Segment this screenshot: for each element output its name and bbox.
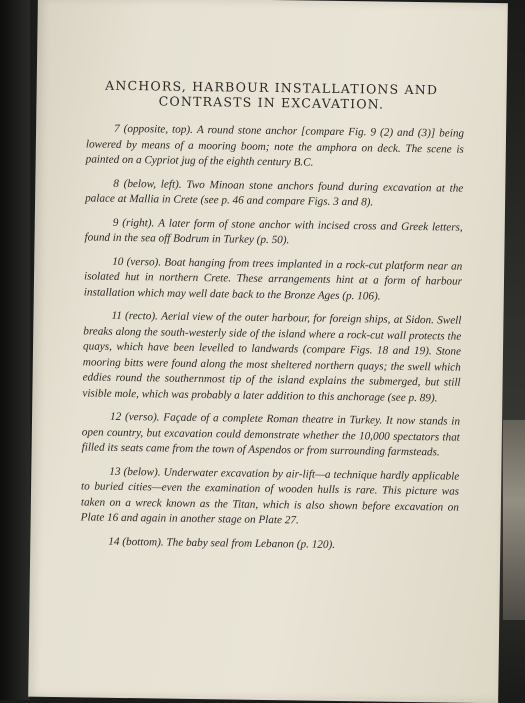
caption-text: A later form of stone anchor with incised cross and Greek letters, found in the sea off Bodrum in Turkey (p. 50).: [84, 216, 463, 247]
caption-9: [84, 215, 462, 251]
caption-text: Underwater excavation by air-lift—a technique hardly applicable to buried cities—even the examination of wooden hulls is rare. This picture was taken on a wreck known as the Titan, which is also shown before excavation on Plate 16 and again in another stage on Plate 27.: [80, 466, 460, 527]
caption-number: 9 (right).: [112, 216, 155, 229]
caption-number: 11 (recto).: [111, 309, 158, 323]
adjacent-page-photo-edge: [503, 420, 525, 620]
captions-list: [80, 121, 464, 562]
caption-7: [86, 121, 465, 173]
caption-text: Boat hanging from trees implanted in a rock-cut platform near an isolated hut in northern Crete. These arrangements hint at a form of harbour installation which may well date back to the Bronze Ages (p. 106).: [83, 256, 463, 303]
caption-8: [85, 176, 463, 212]
heading-line-1: ANCHORS, HARBOUR INSTALLATIONS AND: [105, 77, 439, 98]
caption-number: 13 (below).: [109, 465, 161, 479]
caption-text: Two Minoan stone anchors found during excavation at the palace at Mallia in Crete (see p. 46 and compare Figs. 3 and 8).: [85, 178, 464, 209]
caption-number: 14 (bottom).: [108, 535, 164, 549]
page-heading: [96, 78, 446, 113]
heading-line-2: CONTRASTS IN EXCAVATION.: [158, 93, 385, 112]
background-left-edge: [0, 0, 30, 700]
caption-text: The baby seal from Lebanon (p. 120).: [166, 536, 336, 551]
caption-14: [80, 534, 458, 555]
caption-number: 12 (verso).: [109, 410, 160, 424]
caption-10: [84, 254, 463, 306]
caption-13: [81, 464, 460, 531]
caption-text: Aerial view of the outer harbour, for foreign ships, at Sidon. Swell breaks along the south-westerly side of the island where a rock-cut wall protects the quays, which have been levelled to landwards (compare Figs. 18 and 19). Stone mooring bitts were found along the most sheltered northern quays; the swell which eddies round the southernmost tip of the island explains the submerged, but still visible mole, which was probably a later addition to this anchorage (see p. 89).: [82, 310, 462, 404]
caption-number: 10 (verso).: [112, 255, 162, 268]
caption-number: 8 (below, left).: [113, 177, 182, 191]
caption-11: [82, 308, 461, 406]
caption-text: A round stone anchor [compare Fig. 9 (2) and (3)] being lowered by means of a mooring boom; note the amphora on deck. The scene is painted on a Cypriot jug of the eighth century B.C.: [85, 123, 465, 169]
book-page: [28, 0, 508, 703]
caption-number: 7 (opposite, top).: [114, 122, 193, 136]
caption-12: [82, 409, 461, 461]
caption-text: Façade of a complete Roman theatre in Turkey. It now stands in open country, but excavation could demonstrate whether the 10,000 spectators that filled its seats came from the town of Aspendos or from surrounding farmsteads.: [81, 411, 461, 459]
